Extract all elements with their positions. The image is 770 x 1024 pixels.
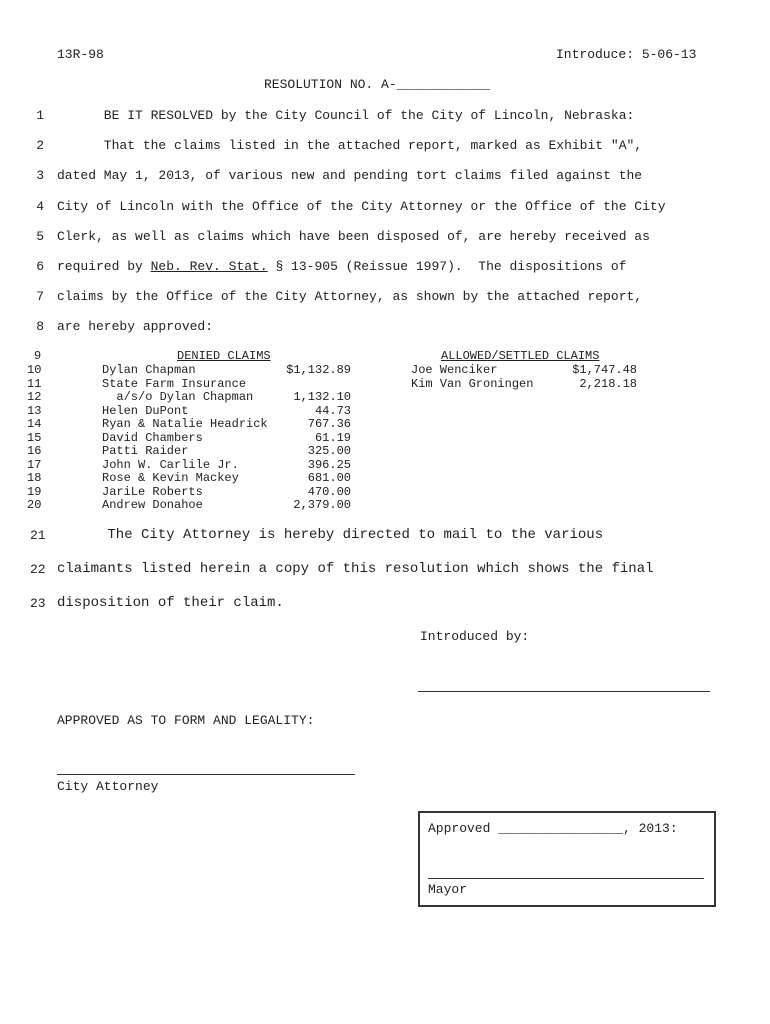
closing-line: The City Attorney is hereby directed to mail to the various <box>57 527 604 543</box>
mayor-label: Mayor <box>428 882 468 897</box>
line-number: 8 <box>36 319 44 334</box>
body-line-statute <box>57 259 627 274</box>
denied-claimant: JariLe Roberts <box>102 484 203 499</box>
line-number: 3 <box>36 168 44 183</box>
line-number: 14 <box>27 417 42 431</box>
allowed-claims-header: ALLOWED/SETTLED CLAIMS <box>441 349 600 363</box>
statute-prefix: required by <box>57 259 151 274</box>
allowed-amount: $1,747.48 <box>572 363 637 377</box>
line-number: 23 <box>30 596 46 611</box>
denied-amount: 44.73 <box>314 403 351 418</box>
line-number: 16 <box>27 444 42 458</box>
line-number: 11 <box>27 376 42 391</box>
table-row <box>0 417 770 431</box>
table-row <box>0 485 770 499</box>
line-number: 4 <box>36 199 44 214</box>
denied-amount: 681.00 <box>307 471 351 485</box>
denied-amount: 470.00 <box>307 484 351 499</box>
allowed-claimant: Joe Wenciker <box>411 363 498 377</box>
line-number: 22 <box>30 562 46 577</box>
line-number: 7 <box>36 289 44 304</box>
allowed-claimant: Kim Van Groningen <box>411 376 534 391</box>
line-number: 13 <box>27 403 42 418</box>
denied-claimant: Andrew Donahoe <box>102 498 203 512</box>
introducer-signature-line <box>418 691 710 692</box>
approved-date-label: Approved ________________, 2013: <box>428 821 678 836</box>
document-id: 13R-98 <box>57 47 104 62</box>
denied-claimant: Dylan Chapman <box>102 363 196 377</box>
introduced-by-label: Introduced by: <box>420 629 530 644</box>
denied-claimant: Rose & Kevin Mackey <box>102 471 239 485</box>
statute-citation: Neb. Rev. Stat. <box>150 259 268 274</box>
denied-claimant: David Chambers <box>102 430 203 445</box>
allowed-amount: 2,218.18 <box>579 376 637 391</box>
city-attorney-signature-line <box>57 774 355 775</box>
table-row <box>0 431 770 445</box>
denied-amount: 2,379.00 <box>293 498 351 512</box>
denied-claimant: Helen DuPont <box>102 403 189 418</box>
denied-amount: 61.19 <box>314 430 351 445</box>
denied-amount: $1,132.89 <box>286 363 351 377</box>
table-row <box>0 377 770 391</box>
denied-claimant: a/s/o Dylan Chapman <box>102 390 254 404</box>
mayor-signature-line <box>428 878 704 879</box>
table-row <box>0 471 770 485</box>
table-row <box>0 363 770 377</box>
city-attorney-label: City Attorney <box>57 779 159 794</box>
body-line: That the claims listed in the attached report, marked as Exhibit "A", <box>57 138 643 153</box>
table-row <box>0 404 770 418</box>
line-number: 15 <box>27 430 42 445</box>
line-number: 9 <box>34 349 42 363</box>
line-number: 1 <box>36 108 44 123</box>
body-line: claims by the Office of the City Attorney, as shown by the attached report, <box>57 289 643 304</box>
denied-amount: 396.25 <box>307 457 351 472</box>
line-number: 19 <box>27 484 42 499</box>
line-number: 6 <box>36 259 44 274</box>
statute-suffix: § 13-905 (Reissue 1997). The dispositions of <box>267 259 627 274</box>
denied-amount: 1,132.10 <box>293 390 351 404</box>
body-line: dated May 1, 2013, of various new and pending tort claims filed against the <box>57 168 643 183</box>
line-number: 2 <box>36 138 44 153</box>
line-number: 18 <box>27 471 42 485</box>
denied-claimant: State Farm Insurance <box>102 376 247 391</box>
body-line: City of Lincoln with the Office of the City Attorney or the Office of the City <box>57 199 666 214</box>
table-row <box>0 444 770 458</box>
mayor-approval-box <box>418 811 716 907</box>
line-number: 17 <box>27 457 42 472</box>
approved-form-label: APPROVED AS TO FORM AND LEGALITY: <box>57 713 315 728</box>
denied-amount: 325.00 <box>307 444 351 458</box>
closing-line: claimants listed herein a copy of this resolution which shows the final <box>57 561 654 577</box>
resolution-title: RESOLUTION NO. A-____________ <box>264 77 491 92</box>
table-row <box>0 458 770 472</box>
line-number: 21 <box>30 528 46 543</box>
table-row <box>0 390 770 404</box>
body-line: Clerk, as well as claims which have been disposed of, are hereby received as <box>57 229 650 244</box>
denied-claimant: John W. Carlile Jr. <box>102 457 239 472</box>
line-number: 5 <box>36 229 44 244</box>
line-number: 12 <box>27 390 42 404</box>
body-line: are hereby approved: <box>57 319 214 334</box>
line-number: 10 <box>27 363 42 377</box>
denied-claims-header: DENIED CLAIMS <box>177 349 271 363</box>
denied-claimant: Patti Raider <box>102 444 189 458</box>
introduce-date: Introduce: 5-06-13 <box>556 47 697 62</box>
line-number: 20 <box>27 498 42 512</box>
claims-header-row <box>0 349 770 363</box>
table-row <box>0 498 770 512</box>
denied-claimant: Ryan & Natalie Headrick <box>102 417 268 431</box>
denied-amount: 767.36 <box>307 417 351 431</box>
closing-line: disposition of their claim. <box>57 595 284 611</box>
body-line: BE IT RESOLVED by the City Council of the City of Lincoln, Nebraska: <box>57 108 635 123</box>
